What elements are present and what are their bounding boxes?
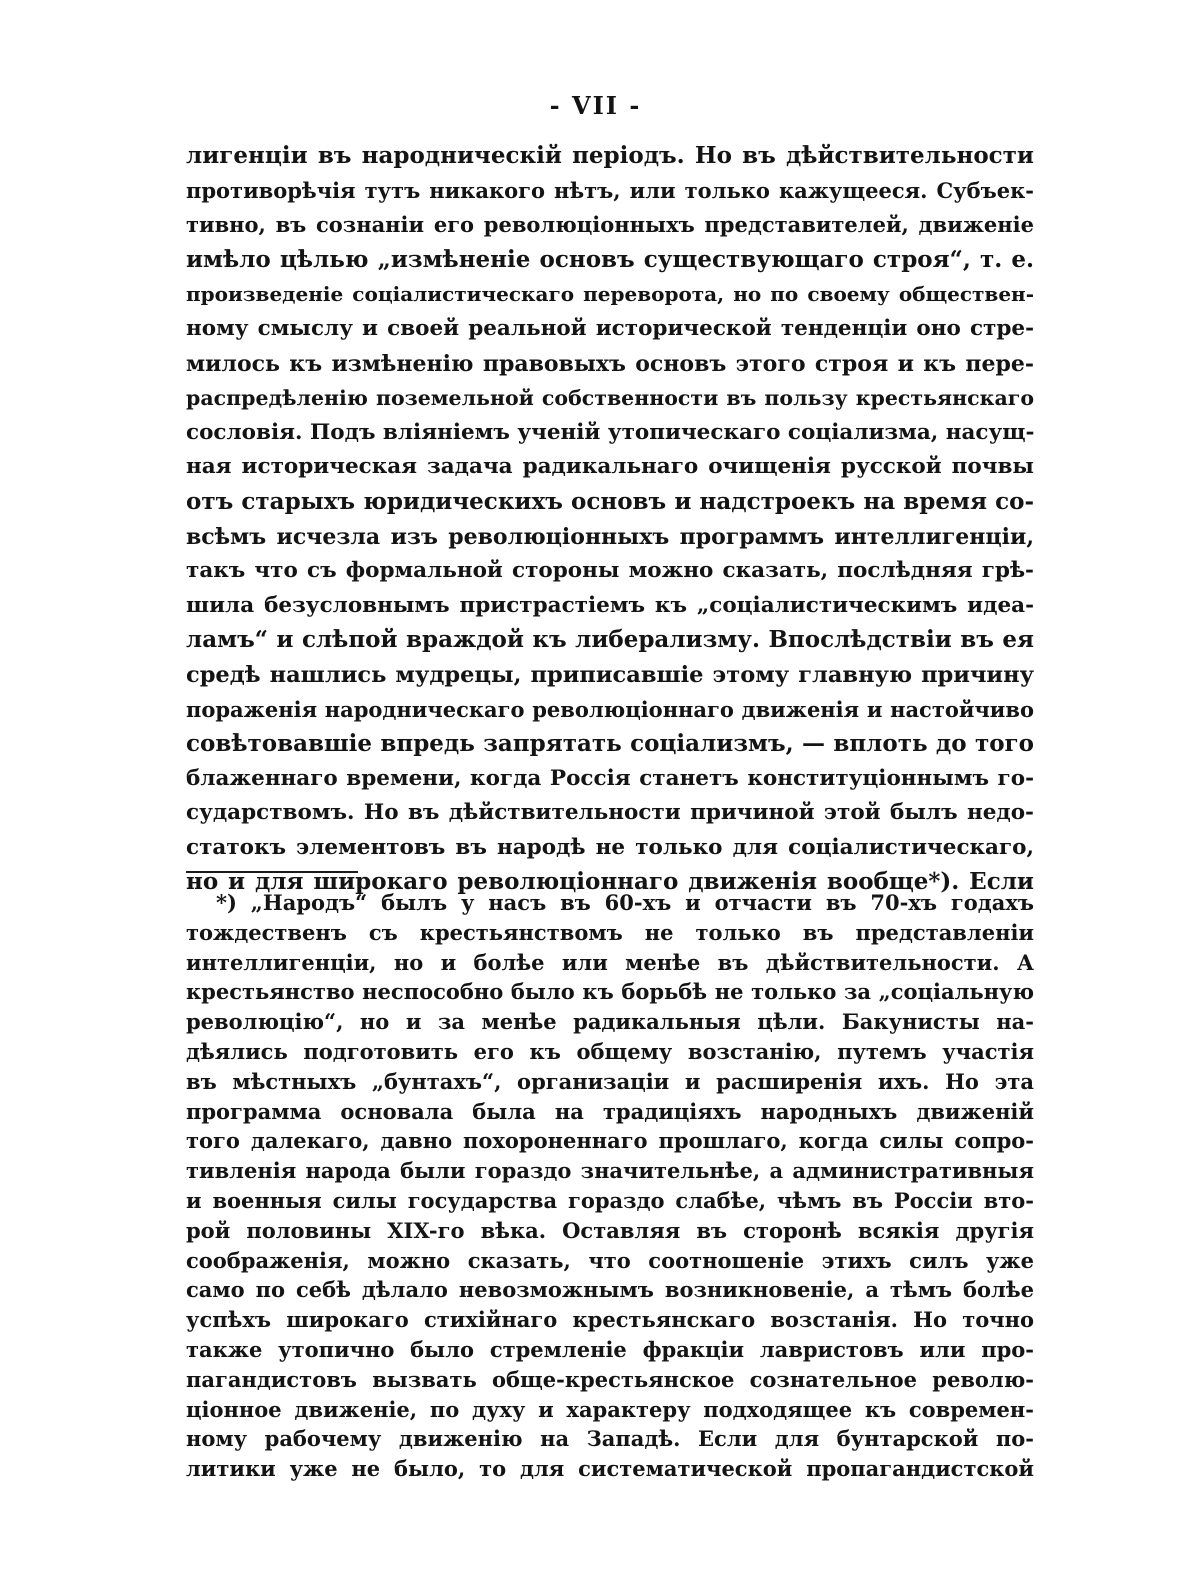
footnote-line: ному рабочему движенію на Западѣ. Если для бунтарской по- (186, 1426, 1034, 1452)
footnote-line: *) „Народъ“ былъ у насъ въ 60-хъ и отчасти въ 70-хъ годахъ (216, 890, 1034, 915)
footnote-line: соображенія, можно сказать, что соотношеніе этихъ силъ уже (186, 1247, 1034, 1273)
footnote-line: ціонное движеніе, по духу и характеру подходящее къ современ- (186, 1396, 1034, 1422)
main-text-line: милось къ измѣненію правовыхъ основъ этого строя и къ пере- (186, 350, 1034, 377)
main-text-line: средѣ нашлись мудрецы, приписавшіе этому главную причину (186, 661, 1034, 688)
footnote-block (186, 888, 1034, 1484)
main-text-line: шила безусловнымъ пристрастіемъ къ „соціалистическимъ идеа- (186, 592, 1034, 618)
footnote-line: въ мѣстныхъ „бунтахъ“, организаціи и расширенія ихъ. Но эта (186, 1068, 1034, 1094)
main-text-line: ному смыслу и своей реальной исторической тенденціи оно стре- (186, 315, 1034, 341)
footnote-line: пагандистовъ вызвать обще-крестьянское сознательное револю- (186, 1366, 1034, 1392)
page-number: - VII - (549, 91, 642, 120)
main-text-line: ная историческая задача радикальнаго очищенія русской почвы (186, 454, 1034, 480)
footnote-line: тождественъ съ крестьянствомъ не только въ представленіи (186, 919, 1034, 945)
main-text-line: тивно, въ сознаніи его революціонныхъ представителей, движеніе (186, 212, 1034, 238)
main-text-line: совѣтовавшіе впредь запрятать соціализмъ, — вплоть до того (186, 730, 1034, 758)
footnote-line: литики уже не было, то для систематической пропагандистской (186, 1456, 1034, 1482)
main-text-line: произведеніе соціалистическаго переворота, но по своему обществен- (186, 282, 1034, 307)
main-text-line: такъ что съ формальной стороны можно сказать, послѣдняя грѣ- (186, 558, 1034, 584)
footnote-line: само по себѣ дѣлало невозможнымъ возникновеніе, а тѣмъ болѣе (186, 1277, 1034, 1303)
main-text-line: лигенціи въ народническій періодъ. Но въ дѣйствительности (186, 142, 1034, 169)
footnote-line: тивленія народа были гораздо значительнѣе, а административныя (186, 1158, 1034, 1184)
footnote-line: революцію“, но и за менѣе радикальныя цѣли. Бакунисты на- (186, 1009, 1034, 1035)
main-text-line: пораженія народническаго революціоннаго движенія и настойчиво (186, 696, 1034, 722)
footnote-line: интеллигенціи, но и болѣе или менѣе въ дѣйствительности. А (186, 949, 1034, 975)
main-text-line: имѣло цѣлью „измѣненіе основъ существующаго строя“, т. е. (186, 245, 1034, 273)
footnote-line: успѣхъ широкаго стихійнаго крестьянскаго возстанія. Но точно (186, 1307, 1034, 1333)
main-text-line: противорѣчія тутъ никакого нѣтъ, или только кажущееся. Субъек- (186, 177, 1034, 203)
main-text-line: распредѣленію поземельной собственности въ пользу крестьянскаго (186, 386, 1034, 411)
main-text-line: сословія. Подъ вліяніемъ ученій утопическаго соціализма, насущ- (186, 419, 1035, 445)
footnote-line: того далекаго, давно похороненнаго прошлаго, когда силы сопро- (186, 1128, 1034, 1154)
footnote-line: и военныя силы государства гораздо слабѣе, чѣмъ въ Россіи вто- (186, 1187, 1034, 1213)
main-text-line: но и для широкаго революціоннаго движенія вообще*). Если (186, 868, 1034, 896)
main-text-block (186, 139, 1034, 900)
footnote-line: крестьянство неспособно было къ борьбѣ не только за „соціальную (186, 979, 1034, 1005)
footnote-line: программа основала была на традиціяхъ народныхъ движеній (186, 1098, 1034, 1124)
main-text-line: статокъ элементовъ въ народѣ не только для соціалистическаго, (186, 834, 1034, 860)
footnote-separator (186, 871, 358, 873)
main-text-line: отъ старыхъ юридическихъ основъ и надстроекъ на время со- (186, 487, 1034, 515)
footnote-line: рой половины XIX-го вѣка. Оставляя въ сторонѣ всякія другія (186, 1217, 1034, 1243)
main-text-line: ламъ“ и слѣпой враждой къ либерализму. Впослѣдствіи въ ея (186, 626, 1034, 654)
footnote-line: также утопично было стремленіе фракціи лавристовъ или про- (186, 1336, 1034, 1362)
main-text-line: блаженнаго времени, когда Россія станетъ конституціоннымъ го- (186, 765, 1034, 791)
main-text-line: всѣмъ исчезла изъ революціонныхъ программъ интеллигенціи, (186, 523, 1034, 550)
footnote-line: дѣялись подготовить его къ общему возстанію, путемъ участія (186, 1038, 1034, 1064)
main-text-line: сударствомъ. Но въ дѣйствительности причиной этой былъ недо- (186, 800, 1034, 826)
